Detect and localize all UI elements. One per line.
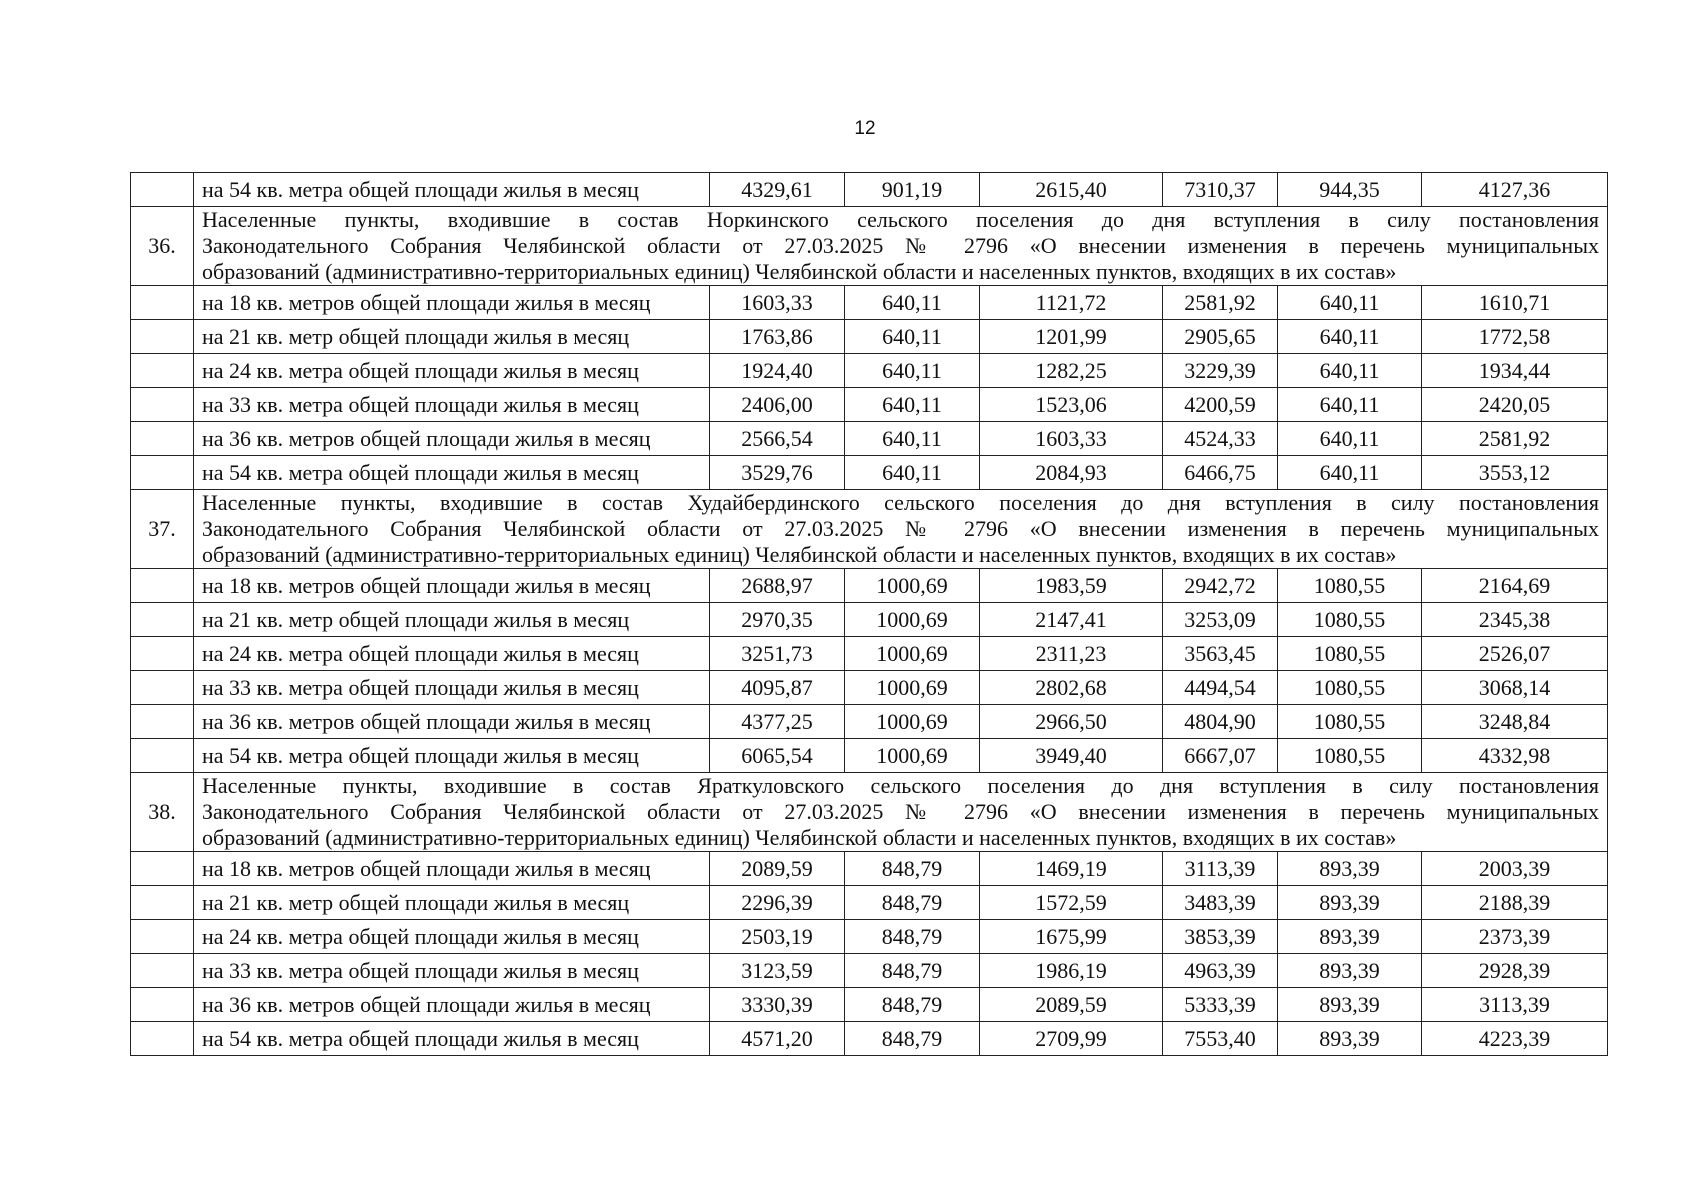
value-cell: 2406,00 [710, 388, 845, 422]
value-cell: 2420,05 [1422, 388, 1608, 422]
value-cell: 1772,58 [1422, 320, 1608, 354]
value-cell: 7553,40 [1163, 1022, 1278, 1056]
group-header-row [131, 490, 1608, 569]
table-row [131, 920, 1608, 954]
table-row [131, 456, 1608, 490]
row-description: на 33 кв. метра общей площади жилья в месяц [194, 954, 710, 988]
value-cell: 848,79 [845, 920, 980, 954]
value-cell: 640,11 [1278, 320, 1422, 354]
value-cell: 2503,19 [710, 920, 845, 954]
value-cell: 640,11 [845, 286, 980, 320]
value-cell: 3068,14 [1422, 671, 1608, 705]
value-cell: 3529,76 [710, 456, 845, 490]
row-number-cell [131, 920, 194, 954]
value-cell: 3229,39 [1163, 354, 1278, 388]
value-cell: 2003,39 [1422, 852, 1608, 886]
table-row [131, 739, 1608, 773]
value-cell: 4095,87 [710, 671, 845, 705]
row-description: на 24 кв. метра общей площади жилья в месяц [194, 354, 710, 388]
group-title-line: Законодательного Собрания Челябинской области от 27.03.2025 № 2796 «О внесении изменения в перечень муниципальных [202, 799, 1599, 824]
table-row [131, 886, 1608, 920]
value-cell: 901,19 [845, 173, 980, 207]
value-cell: 6466,75 [1163, 456, 1278, 490]
value-cell: 2373,39 [1422, 920, 1608, 954]
value-cell: 3113,39 [1422, 988, 1608, 1022]
group-title-line: образований (административно-территориальных единиц) Челябинской области и населенных пунктов, входящих в их состав» [202, 825, 1397, 850]
row-description: на 18 кв. метров общей площади жилья в месяц [194, 569, 710, 603]
value-cell: 1986,19 [980, 954, 1163, 988]
value-cell: 4223,39 [1422, 1022, 1608, 1056]
table-row [131, 354, 1608, 388]
group-title [194, 773, 1608, 852]
row-description: на 24 кв. метра общей площади жилья в месяц [194, 920, 710, 954]
value-cell: 1000,69 [845, 603, 980, 637]
value-cell: 2188,39 [1422, 886, 1608, 920]
group-number: 36. [131, 207, 194, 286]
row-description: на 36 кв. метров общей площади жилья в месяц [194, 422, 710, 456]
value-cell: 5333,39 [1163, 988, 1278, 1022]
row-number-cell [131, 671, 194, 705]
value-cell: 4329,61 [710, 173, 845, 207]
value-cell: 2345,38 [1422, 603, 1608, 637]
group-header-row [131, 207, 1608, 286]
page-number: 12 [854, 118, 876, 139]
row-number-cell [131, 852, 194, 886]
value-cell: 4571,20 [710, 1022, 845, 1056]
value-cell: 1201,99 [980, 320, 1163, 354]
value-cell: 640,11 [1278, 388, 1422, 422]
value-cell: 1080,55 [1278, 603, 1422, 637]
row-number-cell [131, 886, 194, 920]
row-number-cell [131, 354, 194, 388]
value-cell: 3563,45 [1163, 637, 1278, 671]
value-cell: 893,39 [1278, 954, 1422, 988]
value-cell: 2928,39 [1422, 954, 1608, 988]
value-cell: 3330,39 [710, 988, 845, 1022]
value-cell: 2942,72 [1163, 569, 1278, 603]
group-title-line: Законодательного Собрания Челябинской области от 27.03.2025 № 2796 «О внесении изменения в перечень муниципальных [202, 233, 1599, 258]
value-cell: 1603,33 [980, 422, 1163, 456]
row-description: на 21 кв. метр общей площади жилья в месяц [194, 603, 710, 637]
value-cell: 2311,23 [980, 637, 1163, 671]
value-cell: 1924,40 [710, 354, 845, 388]
value-cell: 1469,19 [980, 852, 1163, 886]
table-row [131, 422, 1608, 456]
value-cell: 2566,54 [710, 422, 845, 456]
value-cell: 2296,39 [710, 886, 845, 920]
row-number-cell [131, 954, 194, 988]
value-cell: 893,39 [1278, 886, 1422, 920]
value-cell: 1121,72 [980, 286, 1163, 320]
row-number-cell [131, 1022, 194, 1056]
tariff-table [130, 172, 1608, 1056]
value-cell: 1934,44 [1422, 354, 1608, 388]
value-cell: 3853,39 [1163, 920, 1278, 954]
row-description: на 18 кв. метров общей площади жилья в месяц [194, 286, 710, 320]
group-title-line: Законодательного Собрания Челябинской области от 27.03.2025 № 2796 «О внесении изменения в перечень муниципальных [202, 516, 1599, 541]
value-cell: 1763,86 [710, 320, 845, 354]
row-number-cell [131, 320, 194, 354]
value-cell: 3553,12 [1422, 456, 1608, 490]
row-description: на 54 кв. метра общей площади жилья в месяц [194, 173, 710, 207]
row-number-cell [131, 422, 194, 456]
value-cell: 640,11 [1278, 354, 1422, 388]
table-row [131, 286, 1608, 320]
table-row [131, 852, 1608, 886]
value-cell: 893,39 [1278, 852, 1422, 886]
row-number-cell [131, 569, 194, 603]
table-row [131, 705, 1608, 739]
table-row [131, 603, 1608, 637]
value-cell: 4494,54 [1163, 671, 1278, 705]
value-cell: 3949,40 [980, 739, 1163, 773]
value-cell: 3113,39 [1163, 852, 1278, 886]
value-cell: 848,79 [845, 1022, 980, 1056]
value-cell: 640,11 [845, 456, 980, 490]
row-description: на 33 кв. метра общей площади жилья в месяц [194, 671, 710, 705]
value-cell: 1080,55 [1278, 671, 1422, 705]
value-cell: 893,39 [1278, 988, 1422, 1022]
value-cell: 2526,07 [1422, 637, 1608, 671]
value-cell: 1000,69 [845, 569, 980, 603]
group-title [194, 490, 1608, 569]
value-cell: 2581,92 [1422, 422, 1608, 456]
value-cell: 640,11 [1278, 456, 1422, 490]
row-description: на 33 кв. метра общей площади жилья в месяц [194, 388, 710, 422]
table-row [131, 988, 1608, 1022]
value-cell: 1523,06 [980, 388, 1163, 422]
value-cell: 2688,97 [710, 569, 845, 603]
row-description: на 21 кв. метр общей площади жилья в месяц [194, 320, 710, 354]
value-cell: 3483,39 [1163, 886, 1278, 920]
value-cell: 944,35 [1278, 173, 1422, 207]
value-cell: 2147,41 [980, 603, 1163, 637]
value-cell: 1675,99 [980, 920, 1163, 954]
value-cell: 3251,73 [710, 637, 845, 671]
row-number-cell [131, 705, 194, 739]
row-description: на 54 кв. метра общей площади жилья в месяц [194, 1022, 710, 1056]
value-cell: 2615,40 [980, 173, 1163, 207]
value-cell: 2164,69 [1422, 569, 1608, 603]
value-cell: 848,79 [845, 852, 980, 886]
group-title-line: Населенные пункты, входившие в состав Худайбердинского сельского поселения до дня вступления в силу постановления [202, 490, 1599, 515]
table-row [131, 173, 1608, 207]
value-cell: 2089,59 [980, 988, 1163, 1022]
row-number-cell [131, 173, 194, 207]
group-title-line: образований (административно-территориальных единиц) Челябинской области и населенных пунктов, входящих в их состав» [202, 542, 1397, 567]
value-cell: 6667,07 [1163, 739, 1278, 773]
value-cell: 4200,59 [1163, 388, 1278, 422]
group-number: 38. [131, 773, 194, 852]
value-cell: 6065,54 [710, 739, 845, 773]
value-cell: 1000,69 [845, 739, 980, 773]
value-cell: 1000,69 [845, 637, 980, 671]
value-cell: 640,11 [845, 354, 980, 388]
value-cell: 1080,55 [1278, 739, 1422, 773]
value-cell: 4332,98 [1422, 739, 1608, 773]
value-cell: 893,39 [1278, 920, 1422, 954]
table-row [131, 569, 1608, 603]
row-number-cell [131, 388, 194, 422]
row-description: на 21 кв. метр общей площади жилья в месяц [194, 886, 710, 920]
row-number-cell [131, 456, 194, 490]
value-cell: 640,11 [845, 422, 980, 456]
row-description: на 36 кв. метров общей площади жилья в месяц [194, 705, 710, 739]
value-cell: 848,79 [845, 988, 980, 1022]
value-cell: 3123,59 [710, 954, 845, 988]
group-title-line: Населенные пункты, входившие в состав Яраткуловского сельского поселения до дня вступления в силу постановления [202, 773, 1599, 798]
value-cell: 2581,92 [1163, 286, 1278, 320]
value-cell: 1610,71 [1422, 286, 1608, 320]
row-number-cell [131, 637, 194, 671]
row-number-cell [131, 286, 194, 320]
table-body [131, 173, 1608, 1056]
row-description: на 36 кв. метров общей площади жилья в месяц [194, 988, 710, 1022]
value-cell: 4804,90 [1163, 705, 1278, 739]
value-cell: 4524,33 [1163, 422, 1278, 456]
value-cell: 640,11 [845, 388, 980, 422]
table-row [131, 388, 1608, 422]
value-cell: 1603,33 [710, 286, 845, 320]
value-cell: 640,11 [1278, 422, 1422, 456]
value-cell: 1080,55 [1278, 637, 1422, 671]
value-cell: 2970,35 [710, 603, 845, 637]
table-row [131, 954, 1608, 988]
value-cell: 4377,25 [710, 705, 845, 739]
value-cell: 640,11 [845, 320, 980, 354]
table-row [131, 1022, 1608, 1056]
value-cell: 1000,69 [845, 705, 980, 739]
value-cell: 848,79 [845, 886, 980, 920]
table-row [131, 320, 1608, 354]
group-number: 37. [131, 490, 194, 569]
value-cell: 4963,39 [1163, 954, 1278, 988]
value-cell: 2905,65 [1163, 320, 1278, 354]
value-cell: 3253,09 [1163, 603, 1278, 637]
value-cell: 3248,84 [1422, 705, 1608, 739]
row-description: на 18 кв. метров общей площади жилья в месяц [194, 852, 710, 886]
group-title-line: Населенные пункты, входившие в состав Норкинского сельского поселения до дня вступления в силу постановления [202, 207, 1599, 232]
value-cell: 2709,99 [980, 1022, 1163, 1056]
value-cell: 2089,59 [710, 852, 845, 886]
row-description: на 54 кв. метра общей площади жилья в месяц [194, 456, 710, 490]
row-number-cell [131, 988, 194, 1022]
value-cell: 1983,59 [980, 569, 1163, 603]
value-cell: 1572,59 [980, 886, 1163, 920]
value-cell: 2084,93 [980, 456, 1163, 490]
value-cell: 2802,68 [980, 671, 1163, 705]
value-cell: 893,39 [1278, 1022, 1422, 1056]
value-cell: 4127,36 [1422, 173, 1608, 207]
group-title [194, 207, 1608, 286]
table-row [131, 671, 1608, 705]
table-row [131, 637, 1608, 671]
value-cell: 640,11 [1278, 286, 1422, 320]
value-cell: 7310,37 [1163, 173, 1278, 207]
value-cell: 1282,25 [980, 354, 1163, 388]
group-title-line: образований (административно-территориальных единиц) Челябинской области и населенных пунктов, входящих в их состав» [202, 259, 1397, 284]
value-cell: 2966,50 [980, 705, 1163, 739]
value-cell: 1080,55 [1278, 569, 1422, 603]
value-cell: 1000,69 [845, 671, 980, 705]
value-cell: 1080,55 [1278, 705, 1422, 739]
row-number-cell [131, 739, 194, 773]
value-cell: 848,79 [845, 954, 980, 988]
row-description: на 24 кв. метра общей площади жилья в месяц [194, 637, 710, 671]
group-header-row [131, 773, 1608, 852]
row-description: на 54 кв. метра общей площади жилья в месяц [194, 739, 710, 773]
row-number-cell [131, 603, 194, 637]
